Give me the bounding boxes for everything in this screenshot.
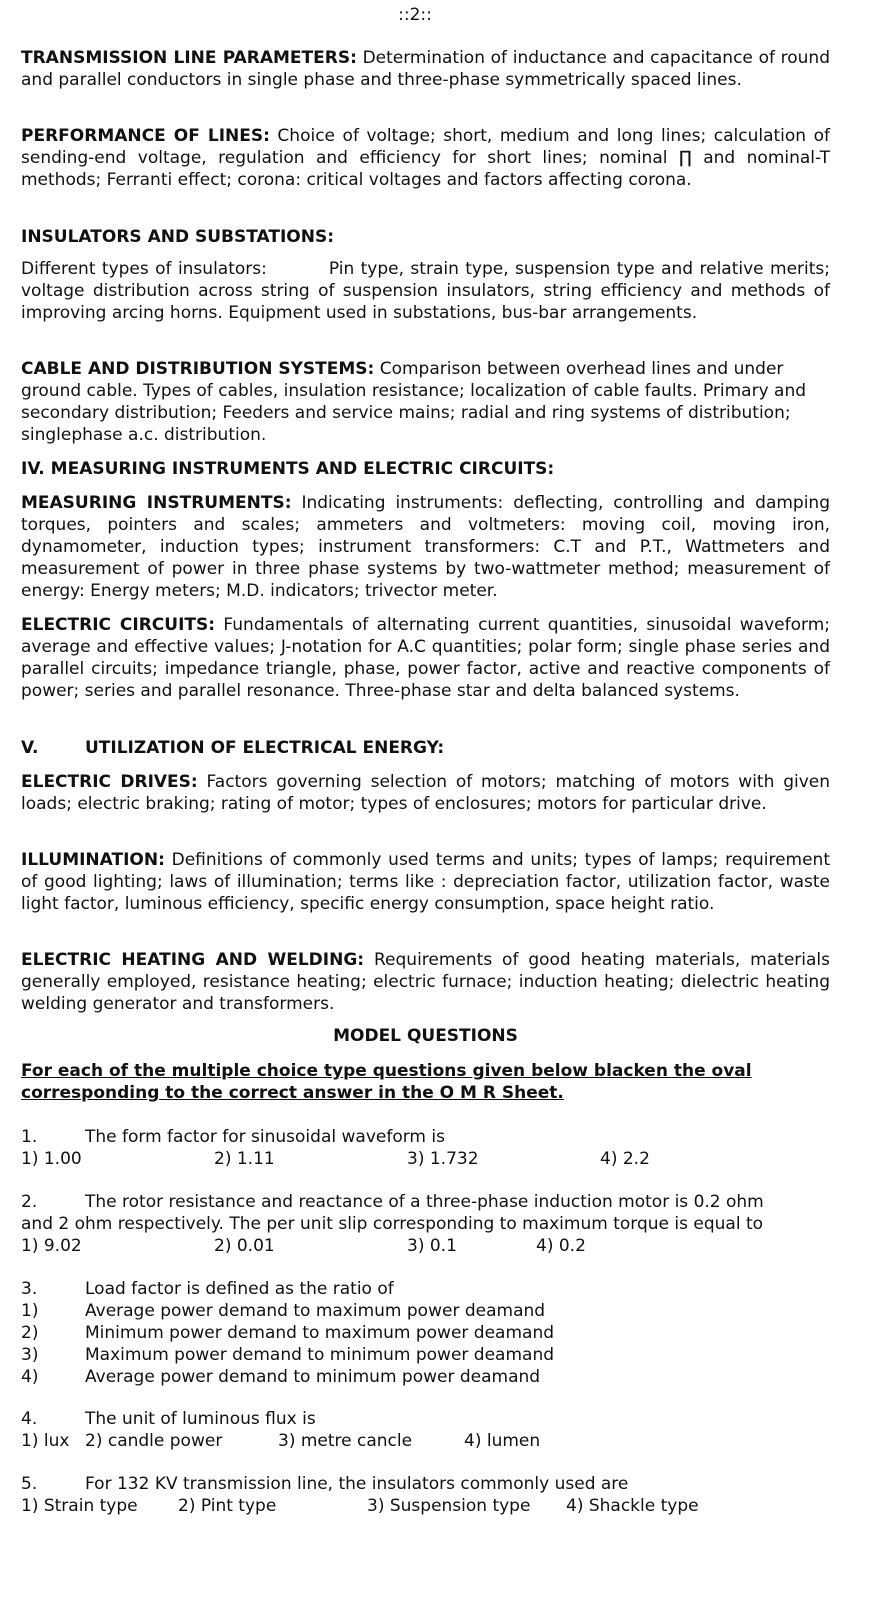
part-v-heading [21, 737, 830, 759]
section-text: Requirements of good heating materials, materials generally employed, resistance heating; electric furnace; induction heating; dielectric heating welding generator and transformers. [21, 950, 830, 1014]
question-text: The unit of luminous flux is [85, 1409, 316, 1429]
instruction [21, 1060, 830, 1104]
section-title: CABLE AND DISTRIBUTION SYSTEMS: [21, 359, 375, 379]
option-3: 3) 1.732 [407, 1149, 479, 1169]
option-3: 3) 0.1 [407, 1236, 457, 1256]
option-1: 1) 1.00 [21, 1149, 82, 1169]
illumination-section [21, 849, 830, 915]
question-1 [21, 1126, 830, 1170]
section-text: Determination of inductance and capacitance of round and parallel conductors in single phase and three-phase symmetrically spaced lines. [21, 48, 830, 90]
option-number: 4) [21, 1367, 39, 1387]
section-text: Pin type, strain type, suspension type and relative merits; voltage distribution across string of suspension insulators, string efficiency and methods of improving arcing horns. Equipment used in substations, bus-bar arrangements. [21, 259, 831, 323]
transmission-section [21, 47, 830, 91]
part-number: V. [21, 738, 39, 758]
option-text: Average power demand to minimum power deamand [85, 1367, 541, 1387]
option-4: 4) lumen [464, 1431, 541, 1451]
option-text: Minimum power demand to maximum power deamand [85, 1323, 555, 1343]
part-title: UTILIZATION OF ELECTRICAL ENERGY: [85, 738, 445, 758]
section-lead: Different types of insulators: [21, 259, 267, 279]
option-number: 2) [21, 1323, 39, 1343]
question-text-continued: and 2 ohm respectively. The per unit slip corresponding to maximum torque is equal to [21, 1214, 764, 1234]
question-3 [21, 1278, 830, 1388]
question-number: 1. [21, 1127, 38, 1147]
section-title: ELECTRIC DRIVES: [21, 772, 198, 792]
option-1: 1) 9.02 [21, 1236, 82, 1256]
option-2: 2) 1.11 [214, 1149, 275, 1169]
insulators-section [21, 258, 830, 324]
section-text: Fundamentals of alternating current quantities, sinusoidal waveform; average and effective values; J-notation for A.C quantities; polar form; single phase series and parallel circuits; impedance triangle, phase, power factor, active and reactive components of power; series and parallel resonance. Three-phase star and delta balanced systems. [21, 615, 831, 701]
option-text: Average power demand to maximum power deamand [85, 1301, 546, 1321]
question-number: 5. [21, 1474, 38, 1494]
question-text: The form factor for sinusoidal waveform is [85, 1127, 445, 1147]
question-2 [21, 1191, 830, 1257]
question-text: Load factor is defined as the ratio of [85, 1279, 394, 1299]
circuits-section [21, 614, 830, 702]
section-title: PERFORMANCE OF LINES: [21, 126, 270, 146]
option-number: 3) [21, 1345, 39, 1365]
section-text: Comparison between overhead lines and under ground cable. Types of cables, insulation resistance; localization of cable faults. Primary and secondary distribution; Feeders and service mains; radial and ring systems of distribution; singlephase a.c. distribution. [21, 359, 807, 445]
instruction-text: For each of the multiple choice type questions given below blacken the oval corresponding to the correct answer in the O M R Sheet. [21, 1061, 752, 1103]
question-text: The rotor resistance and reactance of a three-phase induction motor is 0.2 ohm [85, 1192, 764, 1212]
insulators-heading: INSULATORS AND SUBSTATIONS: [21, 227, 334, 247]
section-title: TRANSMISSION LINE PARAMETERS: [21, 48, 357, 68]
option-4: 4) 2.2 [600, 1149, 650, 1169]
option-2: 2) Pint type [178, 1496, 277, 1516]
option-3: 3) metre cancle [278, 1431, 413, 1451]
option-text: Maximum power demand to minimum power deamand [85, 1345, 555, 1365]
section-title: ELECTRIC HEATING AND WELDING: [21, 950, 365, 970]
heating-section [21, 949, 830, 1015]
option-1: 1) Strain type [21, 1496, 138, 1516]
model-questions-heading: MODEL QUESTIONS [333, 1026, 518, 1046]
section-text: Choice of voltage; short, medium and long lines; calculation of sending-end voltage, regulation and efficiency for short lines; nominal ∏ and nominal-T methods; Ferranti effect; corona: critical voltages and factors affecting corona. [21, 126, 830, 190]
option-2: 2) candle power [85, 1431, 223, 1451]
option-4: 4) 0.2 [536, 1236, 586, 1256]
question-number: 4. [21, 1409, 38, 1429]
option-4: 4) Shackle type [566, 1496, 699, 1516]
cable-section [21, 358, 830, 446]
question-4 [21, 1408, 830, 1452]
section-text: Indicating instruments: deflecting, controlling and damping torques, pointers and scales; ammeters and voltmeters: moving coil, moving iron, dynamometer, induction types; instrument transformers: C.T and P.T., Wattmeters and measurement of power in three phase systems by two-wattmeter method; measurement of energy: Energy meters; M.D. indicators; trivector meter. [21, 493, 830, 601]
performance-section [21, 125, 830, 191]
section-text: Definitions of commonly used terms and units; types of lamps; requirement of good lighting; laws of illumination; terms like : depreciation factor, utilization factor, waste light factor, luminous efficiency, specific energy consumption, space height ratio. [21, 850, 830, 914]
option-number: 1) [21, 1301, 39, 1321]
part-iv-heading: IV. MEASURING INSTRUMENTS AND ELECTRIC CIRCUITS: [21, 459, 555, 479]
section-text: Factors governing selection of motors; matching of motors with given loads; electric braking; rating of motor; types of enclosures; motors for particular drive. [21, 772, 831, 814]
page-number: ::2:: [398, 5, 432, 25]
question-5 [21, 1473, 830, 1517]
measuring-section [21, 492, 830, 602]
section-title: ELECTRIC CIRCUITS: [21, 615, 216, 635]
option-3: 3) Suspension type [367, 1496, 531, 1516]
question-number: 3. [21, 1279, 38, 1299]
option-2: 2) 0.01 [214, 1236, 275, 1256]
section-title: MEASURING INSTRUMENTS: [21, 493, 292, 513]
question-number: 2. [21, 1192, 38, 1212]
drives-section [21, 771, 830, 815]
option-1: 1) lux [21, 1431, 70, 1451]
section-title: ILLUMINATION: [21, 850, 165, 870]
question-text: For 132 KV transmission line, the insulators commonly used are [85, 1474, 629, 1494]
